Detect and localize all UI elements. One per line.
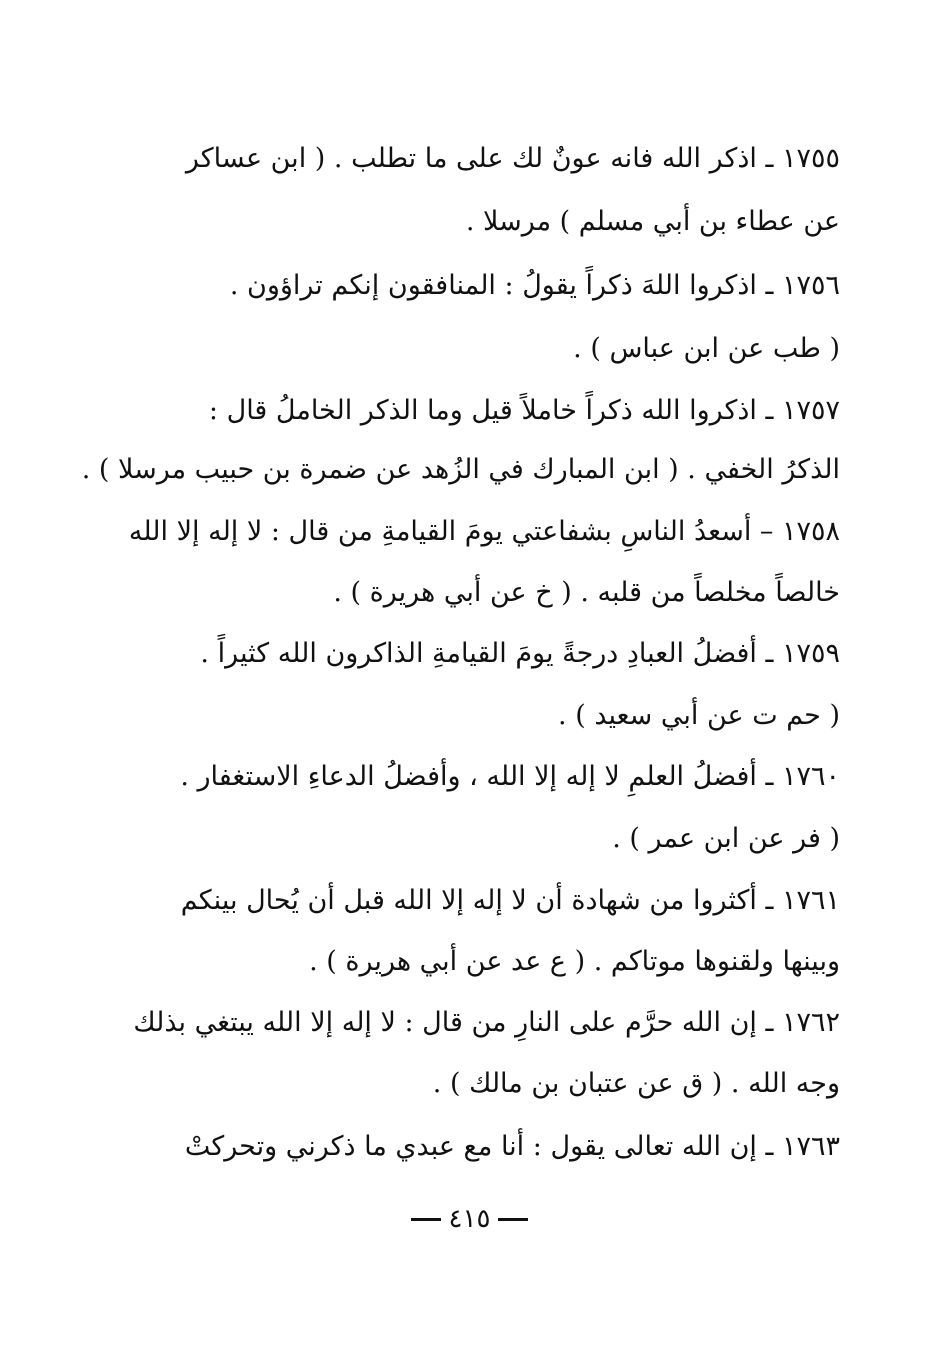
- text-line: وبينها ولقنوها موتاكم . ( ع عد عن أبي هريرة ) .: [309, 946, 840, 977]
- page-footer: [0, 1200, 939, 1237]
- text-line: ( فر عن ابن عمر ) .: [612, 823, 840, 854]
- text-line: عن عطاء بن أبي مسلم ) مرسلا .: [465, 206, 840, 237]
- text-line: ١٧٦٢ ـ إن الله حرَّم على النارِ من قال : لا إله إلا الله يبتغي بذلك: [133, 1007, 840, 1038]
- text-line: ( طب عن ابن عباس ) .: [573, 333, 840, 364]
- text-line: وجه الله . ( ق عن عتبان بن مالك ) .: [432, 1068, 840, 1099]
- text-line: ( حم ت عن أبي سعيد ) .: [558, 700, 840, 731]
- text-line: ١٧٥٥ ـ اذكر الله فانه عونٌ لك على ما تطلب . ( ابن عساكر: [185, 143, 840, 174]
- text-line: الذكرُ الخفي . ( ابن المبارك في الزُهد عن ضمرة بن حبيب مرسلا ) .: [81, 454, 840, 485]
- text-line: ١٧٦٠ ـ أفضلُ العلمِ لا إله إلا الله ، وأفضلُ الدعاءِ الاستغفار .: [180, 761, 840, 792]
- text-line: ١٧٥٨ – أسعدُ الناسِ بشفاعتي يومَ القيامةِ من قال : لا إله إلا الله: [128, 516, 840, 547]
- right-dash: [498, 1218, 528, 1221]
- text-line: ١٧٥٩ ـ أفضلُ العبادِ درجةً يومَ القيامةِ الذاكرون الله كثيراً .: [200, 638, 840, 669]
- left-dash: [411, 1218, 441, 1221]
- text-line: ١٧٥٦ ـ اذكروا اللهَ ذكراً يقولُ : المنافقون إنكم تراؤون .: [229, 270, 840, 301]
- text-line: ١٧٥٧ ـ اذكروا الله ذكراً خاملاً قيل وما الذكر الخاملُ قال :: [208, 395, 840, 426]
- text-line: ١٧٦٣ ـ إن الله تعالى يقول : أنا مع عبدي ما ذكرني وتحركتْ: [184, 1131, 840, 1162]
- text-line: ١٧٦١ ـ أكثروا من شهادة أن لا إله إلا الله قبل أن يُحال بينكم: [180, 885, 840, 916]
- page-number: ٤١٥: [448, 1204, 491, 1234]
- text-line: خالصاً مخلصاً من قلبه . ( خ عن أبي هريرة ) .: [333, 577, 840, 608]
